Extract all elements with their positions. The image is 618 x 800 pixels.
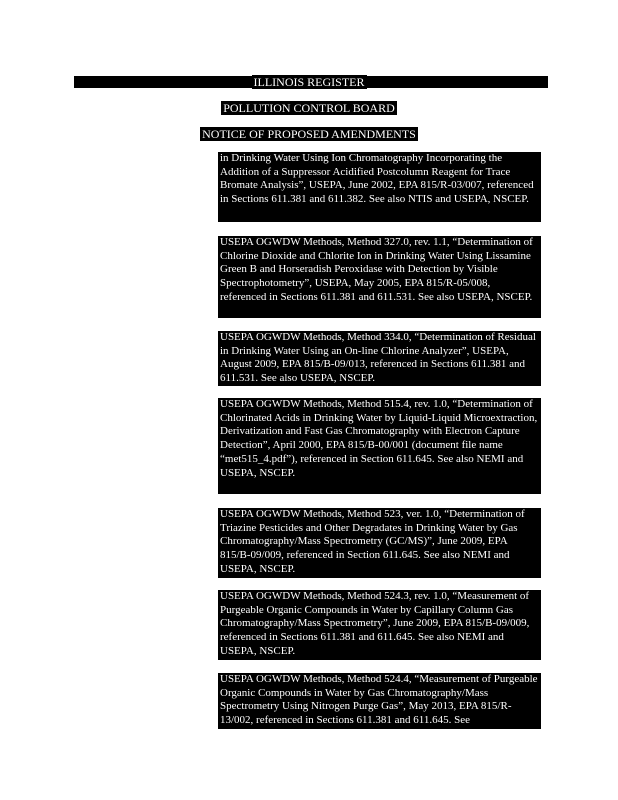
reference-entry: USEPA OGWDW Methods, Method 523, ver. 1.0, “Determination of Triazine Pesticides and Other Degradates in Drinking Water by Gas Chromatography/Mass Spectrometry (GC/MS)”, June 2009, EPA 815/B-09/009, referenced in Section 611.645. See also NEMI and USEPA, NSCEP. [218,508,541,578]
board-title-text: POLLUTION CONTROL BOARD [223,101,395,115]
reference-entry: USEPA OGWDW Methods, Method 334.0, “Determination of Residual in Drinking Water Using an On-line Chlorine Analyzer”, USEPA, August 2009, EPA 815/B-09/013, referenced in Sections 611.381 and 611.531. See also USEPA, NSCEP. [218,331,541,386]
reference-entry: USEPA OGWDW Methods, Method 524.4, “Measurement of Purgeable Organic Compounds in Water by Gas Chromatography/Mass Spectrometry Using Nitrogen Purge Gas”, May 2013, EPA 815/R-13/002, referenced in Sections 611.381 and 611.645. See [218,673,541,729]
reference-entry: USEPA OGWDW Methods, Method 515.4, rev. 1.0, “Determination of Chlorinated Acids in Drinking Water by Liquid-Liquid Microextraction, Derivatization and Fast Gas Chromatography with Electron Capture Detection”, April 2000, EPA 815/B-00/001 (document file name “met515_4.pdf”), referenced in Section 611.645. See also NEMI and USEPA, NSCEP. [218,398,541,494]
register-title [0,76,618,88]
board-title [0,102,618,114]
notice-title [0,128,618,140]
notice-title-text: NOTICE OF PROPOSED AMENDMENTS [202,127,416,141]
reference-entry: USEPA OGWDW Methods, Method 524.3, rev. 1.0, “Measurement of Purgeable Organic Compounds in Water by Capillary Column Gas Chromatography/Mass Spectrometry”, June 2009, EPA 815/B-09/009, referenced in Sections 611.381 and 611.645. See also NEMI and USEPA, NSCEP. [218,590,541,660]
reference-entry: USEPA OGWDW Methods, Method 327.0, rev. 1.1, “Determination of Chlorine Dioxide and Chlorite Ion in Drinking Water Using Lissamine Green B and Horseradish Peroxidase with Detection by Visible Spectrophotometry”, USEPA, May 2005, EPA 815/R-05/008, referenced in Sections 611.381 and 611.531. See also USEPA, NSCEP. [218,236,541,318]
register-title-text: ILLINOIS REGISTER [253,75,365,89]
reference-entry: in Drinking Water Using Ion Chromatography Incorporating the Addition of a Suppressor Acidified Postcolumn Reagent for Trace Bromate Analysis”, USEPA, June 2002, EPA 815/R-03/007, referenced in Sections 611.381 and 611.382. See also NTIS and USEPA, NSCEP. [218,152,541,222]
